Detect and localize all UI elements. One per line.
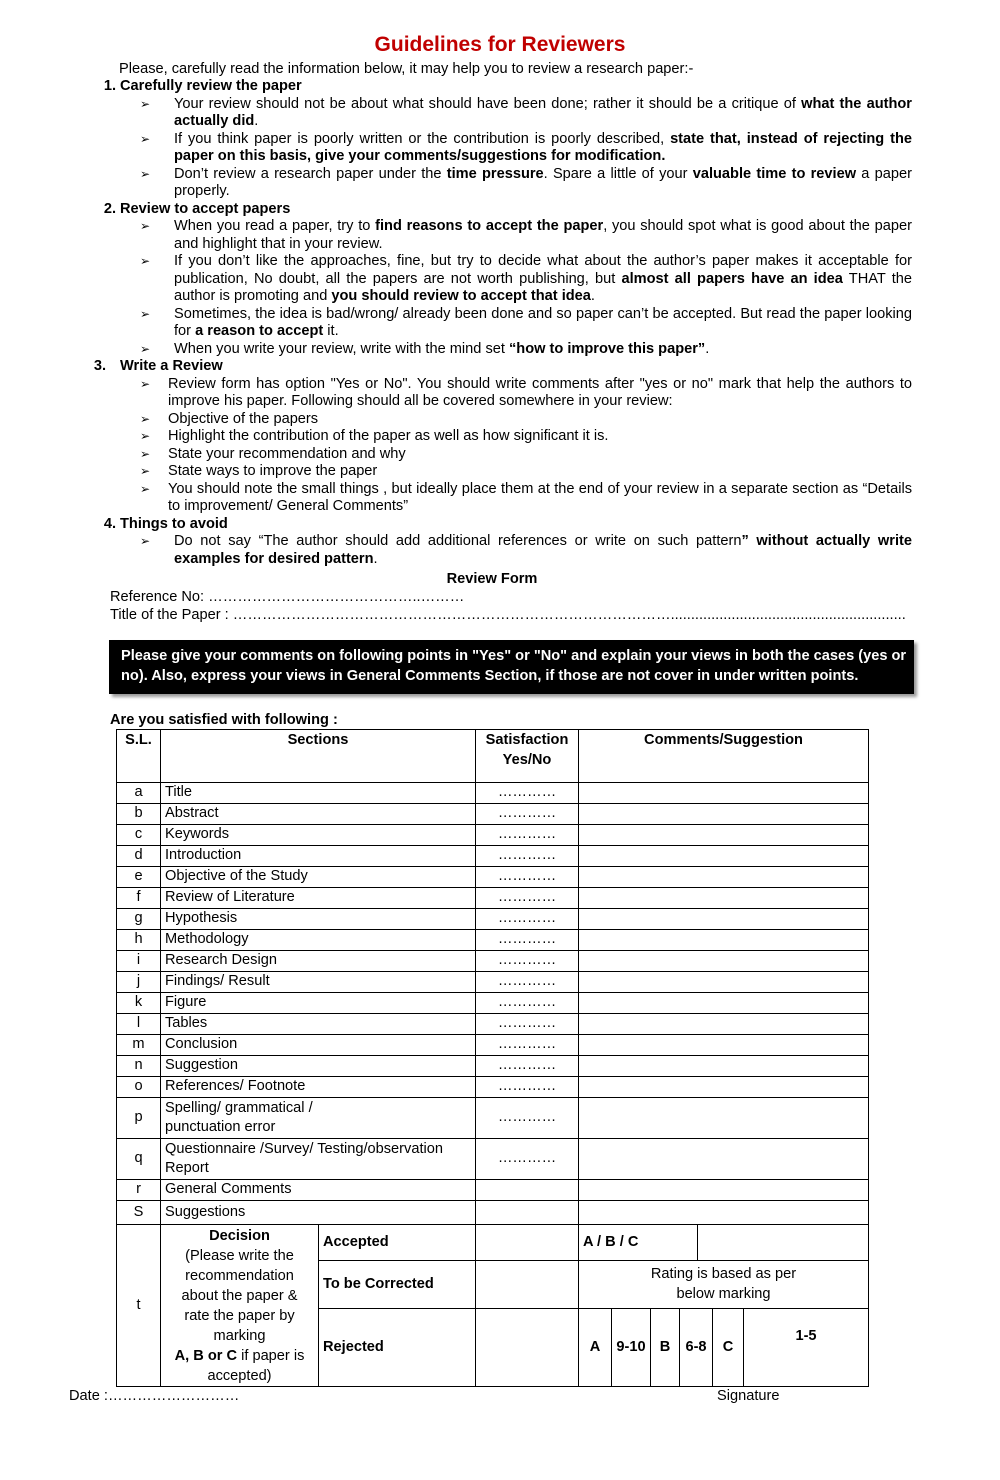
table-row (117, 1035, 869, 1056)
row-sl: q (117, 1139, 161, 1180)
decision-sl: t (117, 1225, 161, 1387)
row-section: Spelling/ grammatical / punctuation error (161, 1098, 476, 1139)
row-section: Review of Literature (161, 888, 476, 909)
bullet-item: ➢ Objective of the papers (140, 410, 319, 427)
comments-cell[interactable] (579, 1180, 869, 1201)
table-row (117, 1139, 869, 1180)
arrow-bullet-icon: ➢ (140, 96, 151, 111)
accepted-mark-cell[interactable] (476, 1225, 579, 1261)
arrow-bullet-icon: ➢ (140, 306, 151, 321)
row-section: Title (161, 783, 476, 804)
table-body (117, 783, 869, 1225)
bullet-item: ➢ Highlight the contribution of the paper as well as how significant it is. (140, 428, 609, 444)
comments-cell[interactable] (579, 846, 869, 867)
comments-cell[interactable] (579, 825, 869, 846)
comments-cell[interactable] (579, 1098, 869, 1139)
bullet-item: ➢ Do not say “The author should add additional references or write on such pattern” without actually write examples for desired pattern. (140, 533, 912, 567)
satisfaction-cell[interactable] (476, 1180, 579, 1201)
arrow-bullet-icon: ➢ (140, 166, 151, 181)
corrected-mark-cell[interactable] (476, 1261, 579, 1309)
comments-cell[interactable] (579, 804, 869, 825)
satisfaction-cell[interactable]: ………… (476, 888, 579, 909)
table-row (117, 1180, 869, 1201)
arrow-bullet-icon: ➢ (140, 219, 151, 233)
guidelines (80, 78, 912, 568)
satisfaction-cell[interactable]: ………… (476, 825, 579, 846)
row-section: Questionnaire /Survey/ Testing/observation Report (161, 1139, 476, 1180)
comments-cell[interactable] (579, 951, 869, 972)
arrow-bullet-icon: ➢ (140, 464, 151, 478)
row-section: Suggestions (161, 1201, 476, 1225)
row-section: Findings/ Result (161, 972, 476, 993)
row-section: Keywords (161, 825, 476, 846)
header-comments: Comments/Suggestion (579, 730, 869, 783)
row-section: Introduction (161, 846, 476, 867)
row-sl: k (117, 993, 161, 1014)
decision-row (117, 1225, 869, 1261)
row-sl: e (117, 867, 161, 888)
row-section: Tables (161, 1014, 476, 1035)
grade-c-label: C (713, 1309, 744, 1386)
header-sections: Sections (161, 730, 476, 783)
satisfaction-cell[interactable]: ………… (476, 1056, 579, 1077)
row-sl: l (117, 1014, 161, 1035)
row-sl: b (117, 804, 161, 825)
row-sl: p (117, 1098, 161, 1139)
row-section: General Comments (161, 1180, 476, 1201)
decision-to-be-corrected: To be Corrected (319, 1261, 476, 1309)
row-sl: d (117, 846, 161, 867)
decision-instructions: Decision (Please write the recommendation about the paper & rate the paper by marking A, B or C if paper is accepted) (161, 1225, 319, 1387)
table-row (117, 783, 869, 804)
row-section: Research Design (161, 951, 476, 972)
row-sl: m (117, 1035, 161, 1056)
table-row (117, 1014, 869, 1035)
reference-no-line[interactable]: Reference No: ……………………………………..……… (110, 589, 465, 605)
table-row (117, 1201, 869, 1225)
instructions-notice: Please give your comments on following points in "Yes" or "No" and explain your views in both the cases (yes or no). Also, express your views in General Comments Section, if those are not cover in under written points. (109, 640, 914, 694)
bullet-item: ➢ When you write your review, write with the mind set “how to improve this paper”. (140, 340, 710, 357)
arrow-bullet-icon: ➢ (140, 131, 151, 146)
table-row (117, 867, 869, 888)
review-table (116, 729, 869, 1387)
bullet-item: ➢ State your recommendation and why (140, 445, 406, 462)
bullet-item: ➢ Sometimes, the idea is bad/wrong/ already been done and so paper can’t be accepted. But read the paper looking for a reason to accept it. (140, 305, 912, 339)
satisfaction-cell[interactable] (476, 1201, 579, 1225)
comments-cell[interactable] (579, 930, 869, 951)
table-row (117, 888, 869, 909)
comments-cell[interactable] (579, 1139, 869, 1180)
row-section: Suggestion (161, 1056, 476, 1077)
page-title: Guidelines for Reviewers (374, 33, 626, 56)
bullet-item: ➢ When you read a paper, try to find reasons to accept the paper, you should spot what is good about the paper and highlight that in your review. (140, 218, 912, 252)
bullet-item: ➢ Don’t review a research paper under the time pressure. Spare a little of your valuable time to review a paper properly. (140, 165, 912, 199)
table-row (117, 951, 869, 972)
section-heading-4: 4. Things to avoid (103, 515, 228, 532)
satisfaction-cell[interactable]: ………… (476, 1077, 579, 1098)
bullet-item: ➢ Review form has option "Yes or No". You should write comments after "yes or no" mark that help the authors to improve his paper. Following should all be covered somewhere in your review: (140, 375, 912, 409)
row-section: References/ Footnote (161, 1077, 476, 1098)
table-row (117, 972, 869, 993)
row-section: Abstract (161, 804, 476, 825)
comments-cell[interactable] (579, 1014, 869, 1035)
table-row (117, 993, 869, 1014)
row-sl: g (117, 909, 161, 930)
satisfaction-cell[interactable]: ………… (476, 1098, 579, 1139)
grade-b-label: B (651, 1309, 680, 1386)
grade-b-range: 6-8 (680, 1309, 713, 1386)
row-sl: r (117, 1180, 161, 1201)
row-section: Hypothesis (161, 909, 476, 930)
row-sl: i (117, 951, 161, 972)
comments-cell[interactable] (579, 1201, 869, 1225)
table-row (117, 1077, 869, 1098)
arrow-bullet-icon: ➢ (140, 254, 151, 268)
row-section: Figure (161, 993, 476, 1014)
satisfaction-cell[interactable]: ………… (476, 930, 579, 951)
row-section: Methodology (161, 930, 476, 951)
grade-a-label: A (579, 1309, 612, 1386)
comments-cell[interactable] (579, 867, 869, 888)
row-section: Objective of the Study (161, 867, 476, 888)
bullet-item: ➢ You should note the small things , but ideally place them at the end of your review in a separate section as “Details to improvement/ General Comments” (140, 480, 912, 514)
comments-cell[interactable] (579, 993, 869, 1014)
comments-cell[interactable] (579, 1056, 869, 1077)
grade-scale (579, 1309, 869, 1387)
row-sl: c (117, 825, 161, 846)
row-sl: j (117, 972, 161, 993)
header-satisfaction: Satisfaction Yes/No (476, 730, 579, 783)
arrow-bullet-icon: ➢ (140, 481, 151, 496)
satisfaction-cell[interactable]: ………… (476, 993, 579, 1014)
decision-accepted: Accepted (319, 1225, 476, 1261)
row-sl: a (117, 783, 161, 804)
arrow-bullet-icon: ➢ (140, 411, 151, 426)
satisfaction-cell[interactable]: ………… (476, 846, 579, 867)
satisfaction-heading: Are you satisfied with following : (110, 712, 338, 728)
table-header-row (117, 730, 869, 783)
satisfaction-cell[interactable]: ………… (476, 972, 579, 993)
bullet-item: ➢ State ways to improve the paper (140, 463, 378, 479)
rejected-mark-cell[interactable] (476, 1309, 579, 1387)
satisfaction-cell[interactable]: ………… (476, 1035, 579, 1056)
grade-a-range: 9-10 (612, 1309, 651, 1386)
comments-cell[interactable] (579, 783, 869, 804)
table-row (117, 909, 869, 930)
grade-abc: A / B / C (579, 1225, 698, 1261)
row-sl: f (117, 888, 161, 909)
date-field[interactable]: Date :……………………… (69, 1388, 240, 1404)
row-sl: S (117, 1201, 161, 1225)
comments-cell[interactable] (579, 1077, 869, 1098)
section-heading-3: 3. Write a Review (93, 358, 223, 374)
table-row (117, 804, 869, 825)
satisfaction-cell[interactable]: ………… (476, 951, 579, 972)
comments-cell[interactable] (579, 972, 869, 993)
satisfaction-cell[interactable]: ………… (476, 1139, 579, 1180)
row-sl: o (117, 1077, 161, 1098)
grade-entry-cell[interactable] (698, 1225, 869, 1261)
satisfaction-cell[interactable]: ………… (476, 867, 579, 888)
signature-label: Signature (717, 1388, 780, 1404)
table-row (117, 1056, 869, 1077)
bullet-item: ➢ Your review should not be about what should have been done; rather it should be a critique of what the author actually did. (140, 95, 912, 129)
section-heading-1: 1. Carefully review the paper (103, 78, 302, 94)
table-row (117, 930, 869, 951)
decision-rejected: Rejected (319, 1309, 476, 1387)
rating-note: Rating is based as per below marking (579, 1261, 869, 1309)
paper-title-line[interactable]: Title of the Paper : ……………………………………………………………………………….......................................................... (110, 607, 906, 623)
table-row (117, 1098, 869, 1139)
bullet-item: ➢ If you don’t like the approaches, fine, but try to decide what about the author’s paper makes it acceptable for publication, No doubt, all the papers are not worth publishing, but almost all papers have an idea THAT the author is promoting and you should review to accept that idea. (140, 253, 912, 304)
comments-cell[interactable] (579, 1035, 869, 1056)
arrow-bullet-icon: ➢ (140, 446, 151, 461)
comments-cell[interactable] (579, 888, 869, 909)
row-section: Conclusion (161, 1035, 476, 1056)
arrow-bullet-icon: ➢ (140, 429, 151, 443)
comments-cell[interactable] (579, 909, 869, 930)
section-heading-2: 2. Review to accept papers (103, 200, 291, 217)
table-row (117, 846, 869, 867)
satisfaction-cell[interactable]: ………… (476, 1014, 579, 1035)
intro-text: Please, carefully read the information below, it may help you to review a research paper:- (119, 61, 694, 77)
table-row (117, 825, 869, 846)
header-sl: S.L. (117, 730, 161, 783)
bullet-item: ➢ If you think paper is poorly written or the contribution is poorly described, state that, instead of rejecting the paper on this basis, give your comments/suggestions for modification. (140, 130, 913, 164)
satisfaction-cell[interactable]: ………… (476, 804, 579, 825)
arrow-bullet-icon: ➢ (140, 341, 151, 356)
satisfaction-cell[interactable]: ………… (476, 909, 579, 930)
review-form-title: Review Form (446, 571, 538, 587)
row-sl: h (117, 930, 161, 951)
arrow-bullet-icon: ➢ (140, 534, 151, 548)
row-sl: n (117, 1056, 161, 1077)
satisfaction-cell[interactable]: ………… (476, 783, 579, 804)
arrow-bullet-icon: ➢ (140, 376, 151, 391)
grade-c-range: 1-5 (795, 1328, 817, 1344)
